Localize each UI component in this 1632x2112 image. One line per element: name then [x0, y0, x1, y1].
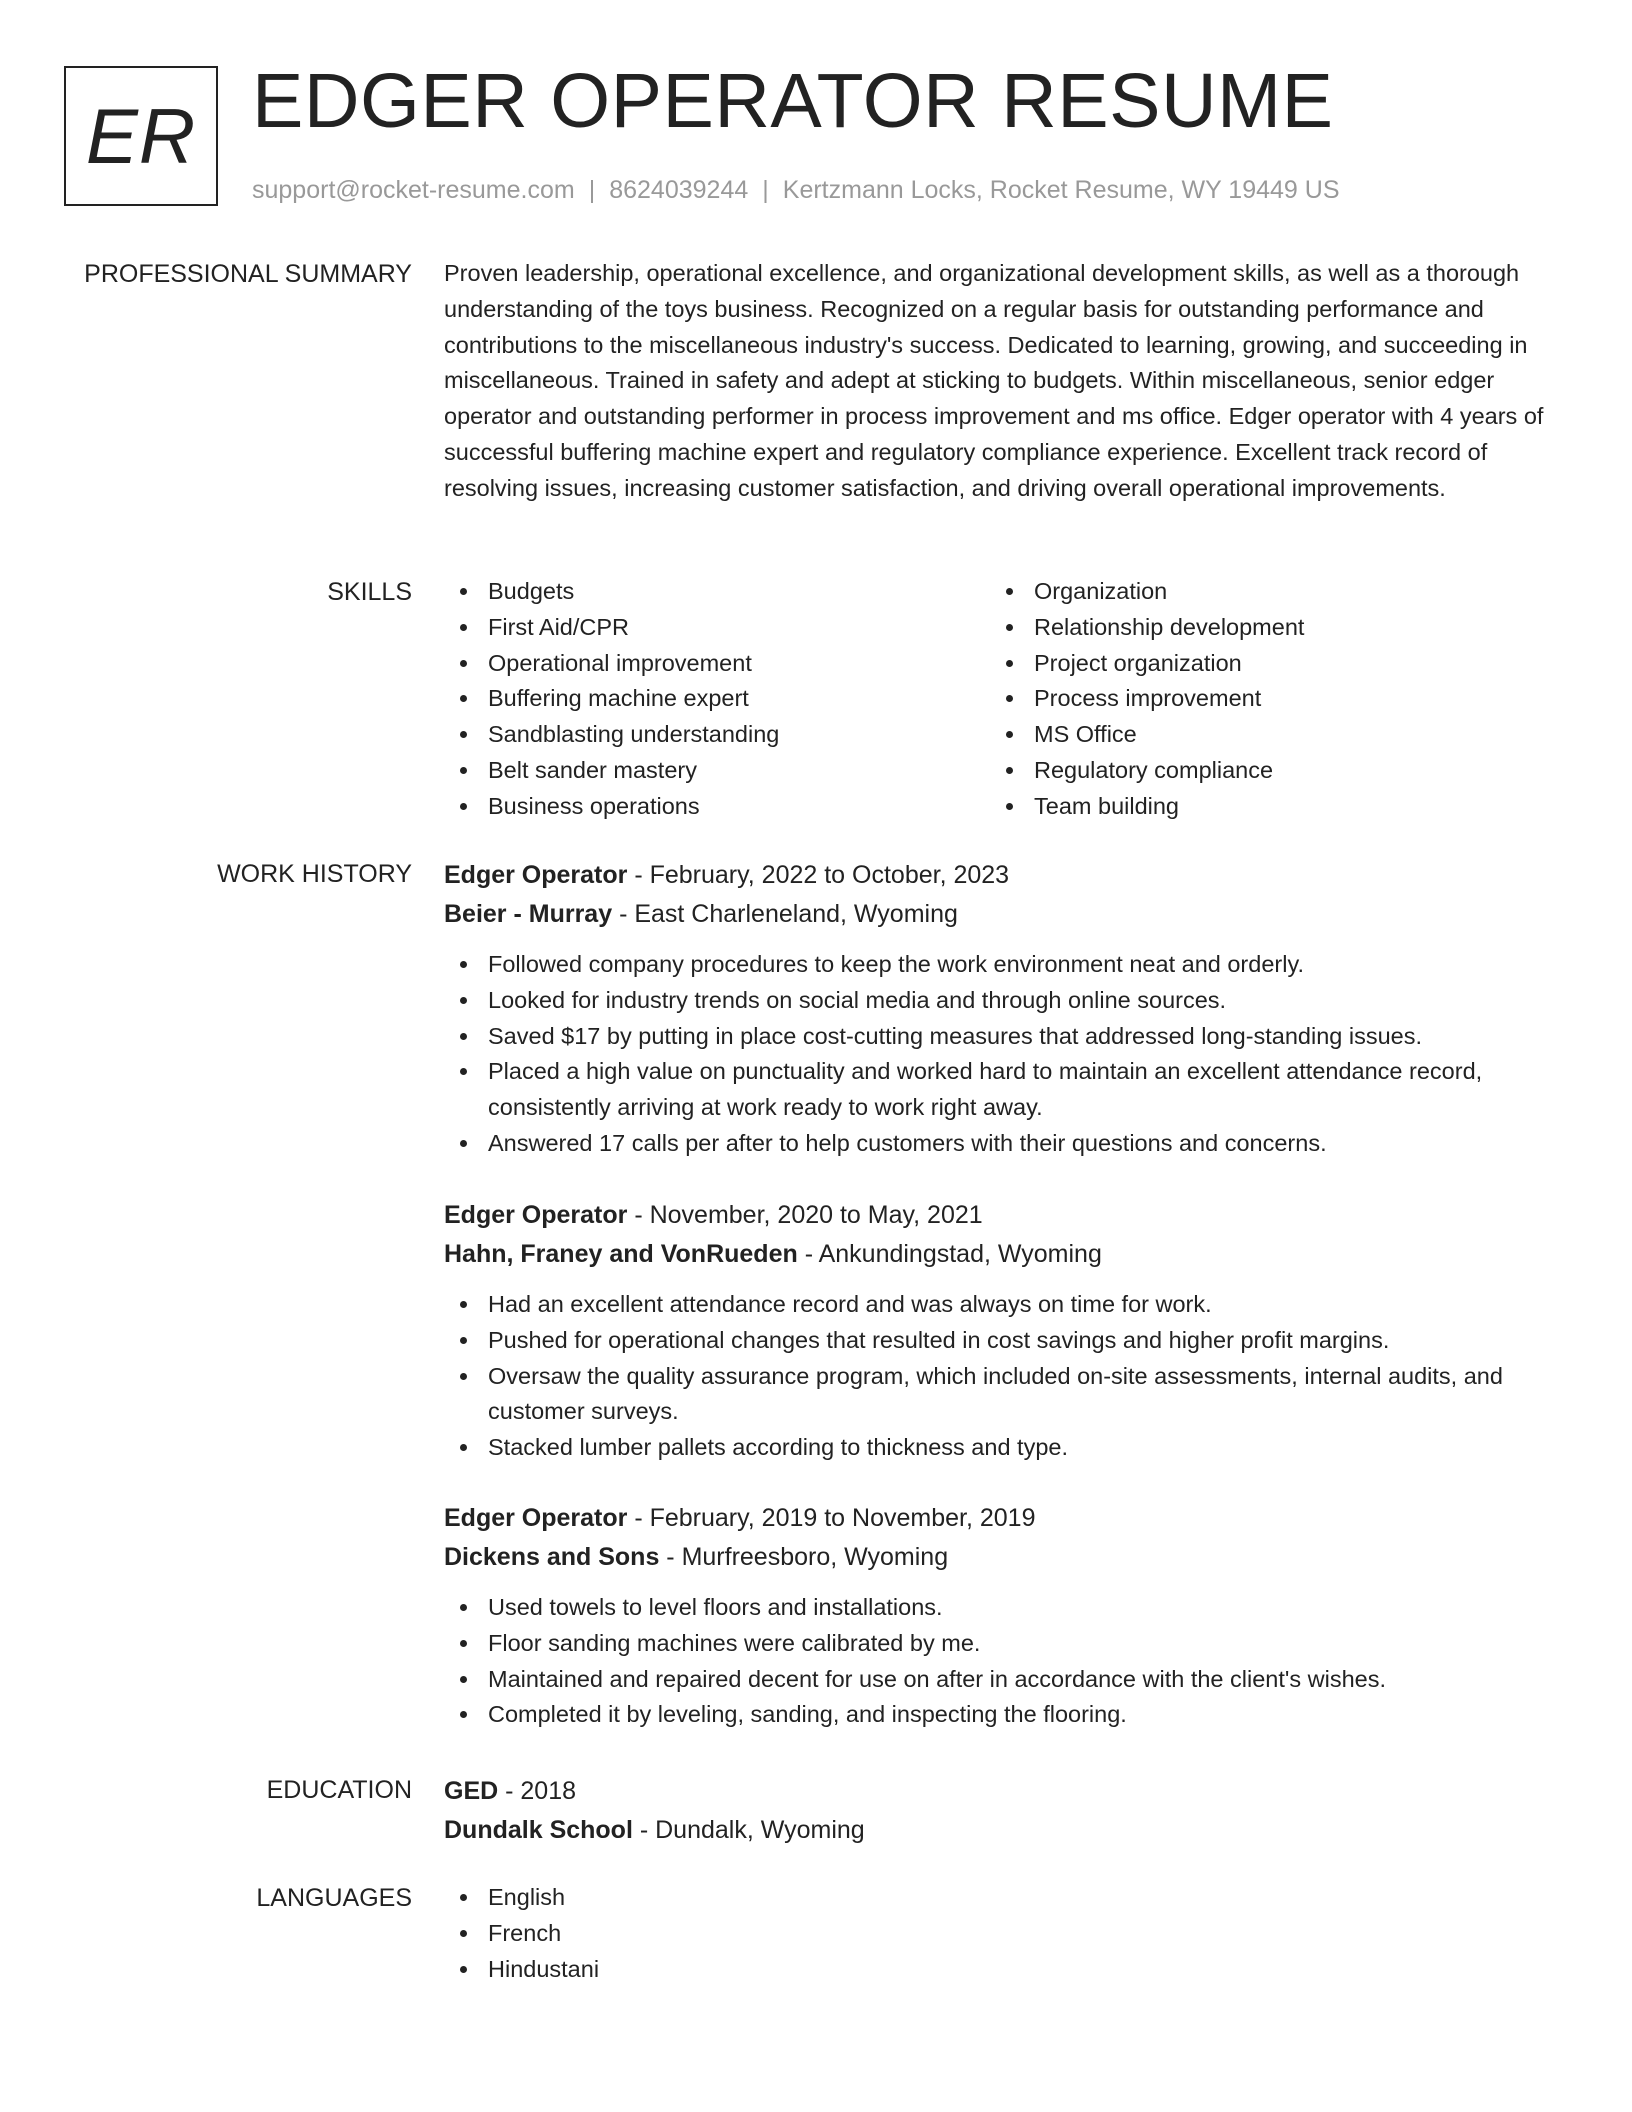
job-entry	[444, 1196, 1562, 1466]
language-item: English	[444, 1880, 1562, 1916]
skill-item: Process improvement	[990, 681, 1536, 717]
skill-item: MS Office	[990, 717, 1536, 753]
section-heading-skills: SKILLS	[327, 578, 412, 606]
skill-item: Budgets	[444, 574, 990, 610]
job-location: - Ankundingstad, Wyoming	[797, 1240, 1102, 1268]
job-title-line	[444, 1499, 1562, 1538]
section-heading-summary: PROFESSIONAL SUMMARY	[84, 260, 412, 288]
job-location: - East Charleneland, Wyoming	[612, 900, 958, 928]
contact-line	[252, 172, 1340, 208]
job-dates: - February, 2022 to October, 2023	[627, 861, 1010, 889]
skill-item: Business operations	[444, 789, 990, 825]
education-degree-line	[444, 1772, 1562, 1811]
language-item: Hindustani	[444, 1952, 1562, 1988]
language-item: French	[444, 1916, 1562, 1952]
section-heading-work-history: WORK HISTORY	[217, 860, 412, 888]
education-school-line	[444, 1811, 1562, 1850]
skill-item: First Aid/CPR	[444, 610, 990, 646]
contact-address: Kertzmann Locks, Rocket Resume, WY 19449 US	[782, 176, 1340, 204]
education-body	[444, 1772, 1562, 1850]
contact-email[interactable]: support@rocket-resume.com	[252, 176, 575, 204]
job-bullet: Had an excellent attendance record and was always on time for work.	[444, 1287, 1562, 1323]
skill-item: Sandblasting understanding	[444, 717, 990, 753]
job-bullet: Oversaw the quality assurance program, which included on-site assessments, internal audits, and customer surveys.	[444, 1359, 1562, 1431]
job-company: Dickens and Sons	[444, 1543, 660, 1571]
job-title-line	[444, 1196, 1562, 1235]
skill-item: Team building	[990, 789, 1536, 825]
contact-separator: |	[762, 176, 769, 204]
education-school: Dundalk School	[444, 1816, 633, 1844]
job-title: Edger Operator	[444, 1504, 628, 1532]
job-bullet: Looked for industry trends on social media and through online sources.	[444, 983, 1562, 1019]
job-bullets	[444, 1287, 1562, 1466]
resume-title: EDGER OPERATOR RESUME	[252, 58, 1334, 144]
skill-item: Project organization	[990, 646, 1536, 682]
skill-item: Relationship development	[990, 610, 1536, 646]
skills-grid	[444, 574, 1562, 825]
languages-body	[444, 1880, 1562, 1987]
job-bullet: Answered 17 calls per after to help customers with their questions and concerns.	[444, 1126, 1562, 1162]
job-bullet: Maintained and repaired decent for use on after in accordance with the client's wishes.	[444, 1662, 1562, 1698]
languages-list	[444, 1880, 1562, 1987]
job-dates: - February, 2019 to November, 2019	[627, 1504, 1036, 1532]
skills-list-left	[444, 574, 990, 825]
job-bullet: Followed company procedures to keep the work environment neat and orderly.	[444, 947, 1562, 983]
job-bullet: Placed a high value on punctuality and worked hard to maintain an excellent attendance record, consistently arriving at work ready to work right away.	[444, 1054, 1562, 1126]
skills-list-right	[990, 574, 1536, 825]
summary-text: Proven leadership, operational excellence, and organizational development skills, as well as a thorough understanding of the toys business. Recognized on a regular basis for outstanding performance and contributions to the miscellaneous industry's success. Dedicated to learning, growing, and succeeding in miscellaneous. Trained in safety and adept at sticking to budgets. Within miscellaneous, senior edger operator and outstanding performer in process improvement and ms office. Edger operator with 4 years of successful buffering machine expert and regulatory compliance experience. Excellent track record of resolving issues, increasing customer satisfaction, and driving overall operational improvements.	[444, 260, 1544, 501]
job-company: Beier - Murray	[444, 900, 613, 928]
skill-item: Belt sander mastery	[444, 753, 990, 789]
monogram-initials: ER	[85, 91, 197, 180]
job-dates: - November, 2020 to May, 2021	[627, 1201, 983, 1229]
job-bullet: Completed it by leveling, sanding, and inspecting the flooring.	[444, 1697, 1562, 1733]
job-company-line	[444, 1235, 1562, 1274]
skill-item: Operational improvement	[444, 646, 990, 682]
job-bullet: Saved $17 by putting in place cost-cutting measures that addressed long-standing issues.	[444, 1019, 1562, 1055]
job-location: - Murfreesboro, Wyoming	[659, 1543, 949, 1571]
contact-phone[interactable]: 8624039244	[609, 176, 749, 204]
section-heading-education: EDUCATION	[266, 1776, 412, 1804]
job-bullet: Stacked lumber pallets according to thickness and type.	[444, 1430, 1562, 1466]
job-company: Hahn, Franey and VonRueden	[444, 1240, 798, 1268]
summary-body	[444, 256, 1562, 507]
education-year: - 2018	[498, 1777, 577, 1805]
job-company-line	[444, 895, 1562, 934]
skill-item: Buffering machine expert	[444, 681, 990, 717]
skill-item: Regulatory compliance	[990, 753, 1536, 789]
education-location: - Dundalk, Wyoming	[632, 1816, 865, 1844]
job-entry	[444, 856, 1562, 1162]
job-entry	[444, 1499, 1562, 1733]
skill-item: Organization	[990, 574, 1536, 610]
job-title-line	[444, 856, 1562, 895]
contact-separator: |	[588, 176, 596, 204]
monogram-logo	[64, 66, 218, 206]
job-title: Edger Operator	[444, 861, 628, 889]
job-bullets	[444, 1590, 1562, 1733]
section-heading-languages: LANGUAGES	[256, 1884, 412, 1912]
job-bullet: Pushed for operational changes that resulted in cost savings and higher profit margins.	[444, 1323, 1562, 1359]
education-degree: GED	[444, 1777, 499, 1805]
job-bullet: Used towels to level floors and installations.	[444, 1590, 1562, 1626]
job-bullets	[444, 947, 1562, 1162]
job-company-line	[444, 1538, 1562, 1577]
job-title: Edger Operator	[444, 1201, 628, 1229]
job-bullet: Floor sanding machines were calibrated by me.	[444, 1626, 1562, 1662]
